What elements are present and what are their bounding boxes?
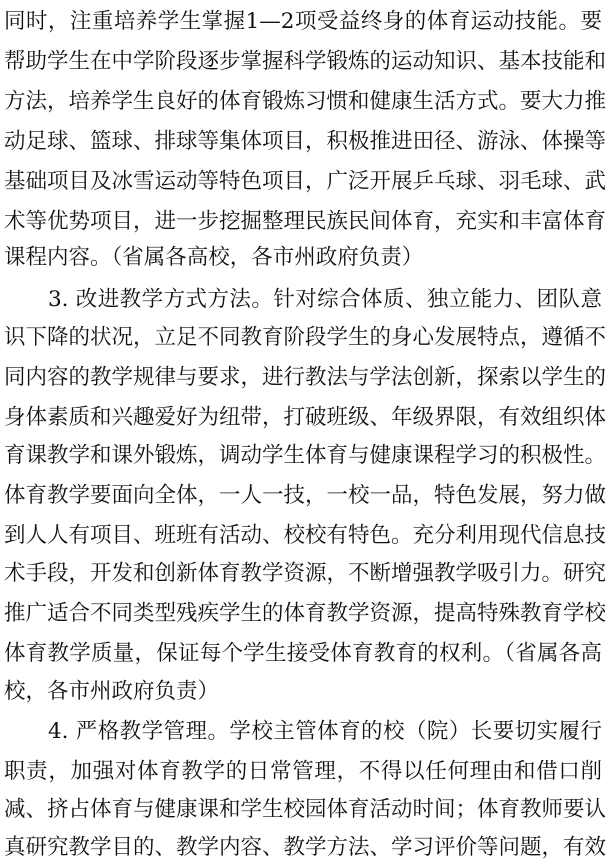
text-line: 推广适合不同类型残疾学生的体育教学资源，提高特殊教育学校 <box>4 601 607 626</box>
text-line: 动足球、篮球、排球等集体项目，积极推进田径、游泳、体操等 <box>4 129 607 154</box>
text-line: 职责，加强对体育教学的日常管理，不得以任何理由和借口削 <box>4 759 602 784</box>
text-line: 到人人有项目、班班有活动、校校有特色。充分利用现代信息技 <box>4 523 607 548</box>
text-line: 术等优势项目，进一步挖掘整理民族民间体育，充实和丰富体育 <box>4 209 607 234</box>
text-line: 校，各市州政府负责） <box>4 679 220 704</box>
text-line: 身体素质和兴趣爱好为纽带，打破班级、年级界限，有效组织体 <box>4 405 607 430</box>
paragraph-3-start: 3. 改进教学方式方法。针对综合体质、独立能力、团队意 <box>48 287 602 312</box>
text-line: 同内容的教学规律与要求，进行教法与学法创新，探索以学生的 <box>4 365 607 390</box>
paragraph-4-start: 4. 严格教学管理。学校主管体育的校（院）长要切实履行 <box>48 719 602 744</box>
text-line: 基础项目及冰雪运动等特色项目，广泛开展乒乓球、羽毛球、武 <box>4 169 607 194</box>
text-line: 术手段，开发和创新体育教学资源，不断增强教学吸引力。研究 <box>4 561 607 586</box>
text-line: 帮助学生在中学阶段逐步掌握科学锻炼的运动知识、基本技能和 <box>4 49 607 74</box>
text-line: 同时，注重培养学生掌握1—2项受益终身的体育运动技能。要 <box>4 9 602 34</box>
text-line: 课程内容。（省属各高校，各市州政府负责） <box>4 245 424 270</box>
text-line: 真研究教学目的、教学内容、教学方法、学习评价等问题，有效 <box>4 835 607 860</box>
text-line: 方法，培养学生良好的体育锻炼习惯和健康生活方式。要大力推 <box>4 89 607 114</box>
text-line: 育课教学和课外锻炼，调动学生体育与健康课程学习的积极性。 <box>4 443 607 468</box>
text-line: 体育教学要面向全体，一人一技，一校一品，特色发展，努力做 <box>4 483 607 508</box>
text-line: 体育教学质量，保证每个学生接受体育教育的权利。（省属各高 <box>4 641 602 666</box>
text-line: 减、挤占体育与健康课和学生校园体育活动时间；体育教师要认 <box>4 797 607 822</box>
text-line: 识下降的状况，立足不同教育阶段学生的身心发展特点，遵循不 <box>4 325 607 350</box>
